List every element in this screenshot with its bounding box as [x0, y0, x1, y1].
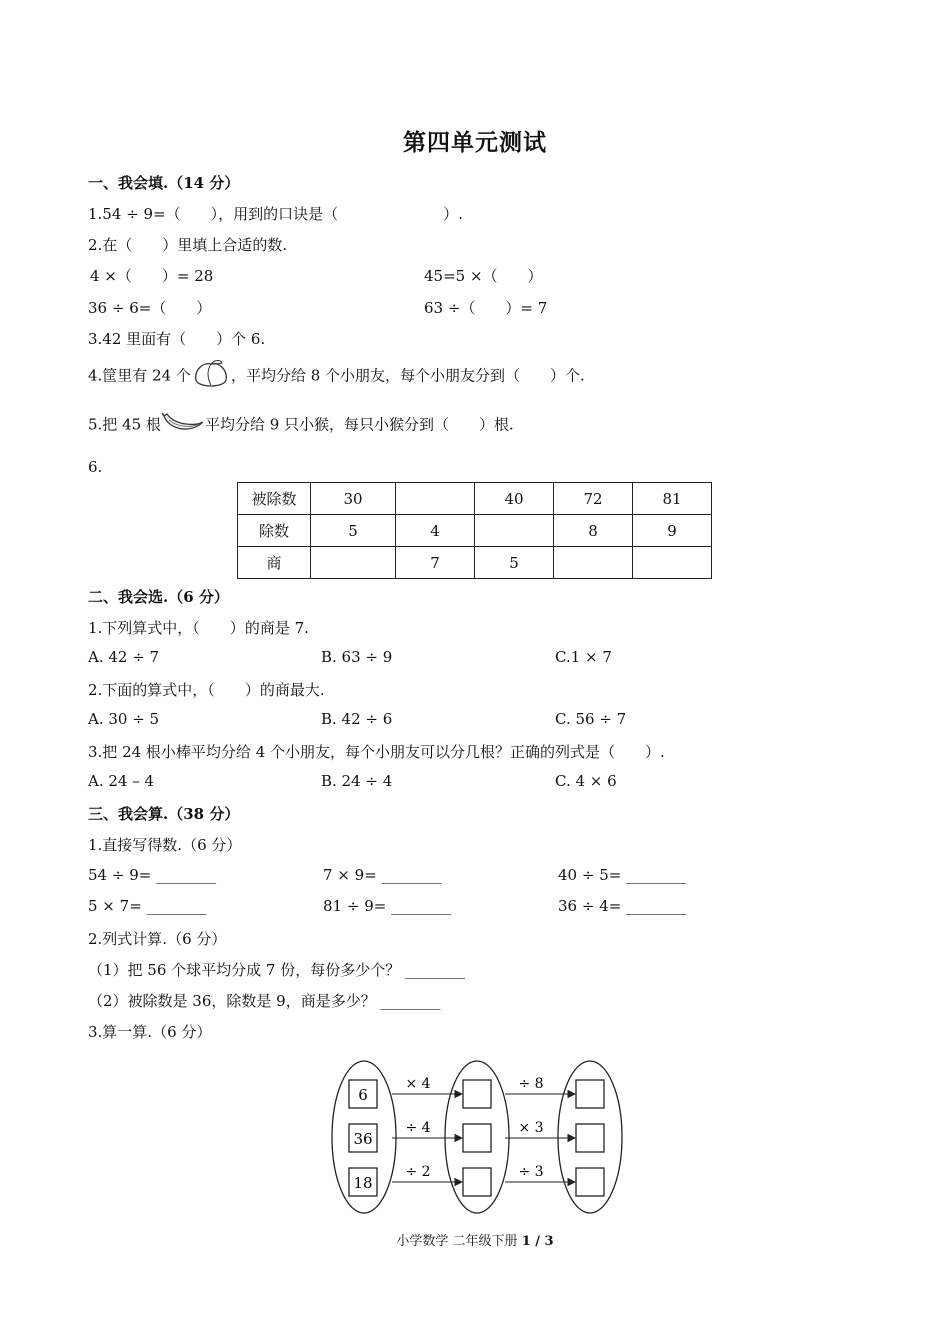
table-cell: 8 — [554, 515, 633, 547]
s3-q2-b: （2）被除数是 36，除数是 9，商是多少？ ________ — [88, 992, 441, 1010]
section3-heading: 三、我会算.（38 分） — [88, 805, 240, 823]
s3-q2: 2.列式计算.（6 分） — [88, 930, 227, 948]
table-cell: 5 — [475, 547, 554, 579]
s1-q5 — [88, 410, 514, 438]
s2-q1-opt-b: B. 63 ÷ 9 — [321, 648, 393, 666]
operation-label: ÷ 3 — [518, 1164, 544, 1180]
table-cell: 4 — [396, 515, 475, 547]
operation-label: × 4 — [405, 1076, 431, 1092]
answer-box[interactable] — [576, 1080, 604, 1108]
section1-heading: 一、我会填.（14 分） — [88, 174, 240, 192]
s2-q3-opt-b: B. 24 ÷ 4 — [321, 772, 393, 790]
s1-q5-pre: 5.把 45 根 — [88, 415, 161, 434]
table-cell: 商 — [238, 547, 311, 579]
table-cell: 被除数 — [238, 483, 311, 515]
start-value: 36 — [353, 1130, 373, 1148]
right-oval — [558, 1061, 622, 1213]
division-table — [237, 482, 712, 579]
s3-q1-item: 7 × 9= ________ — [323, 866, 442, 884]
start-value: 6 — [358, 1086, 368, 1104]
s2-q1-opt-c: C.1 × 7 — [555, 648, 612, 666]
peach-icon — [191, 358, 231, 392]
s3-q1-item: 81 ÷ 9= ________ — [323, 897, 452, 915]
answer-box[interactable] — [463, 1080, 491, 1108]
operation-label: ÷ 8 — [518, 1076, 544, 1092]
table-cell: 30 — [311, 483, 396, 515]
table-cell: 81 — [633, 483, 712, 515]
answer-box[interactable] — [576, 1124, 604, 1152]
s2-q2-opt-c: C. 56 ÷ 7 — [555, 710, 627, 728]
table-cell: 72 — [554, 483, 633, 515]
middle-oval — [445, 1061, 509, 1213]
page-footer — [0, 1230, 950, 1249]
page-title: 第四单元测试 — [403, 129, 547, 156]
s1-q1: 1.54 ÷ 9=（ ），用到的口诀是（ ）. — [88, 205, 463, 223]
s1-q2-b: 45=5 ×（ ） — [424, 267, 543, 285]
s3-q1-item: 36 ÷ 4= ________ — [558, 897, 687, 915]
s1-q4-post: ，平均分给 8 个小朋友，每个小朋友分到（ ）个. — [230, 366, 585, 385]
table-row — [238, 483, 712, 515]
calc-chain-diagram — [326, 1058, 636, 1216]
table-cell — [554, 547, 633, 579]
table-cell — [396, 483, 475, 515]
answer-box[interactable] — [463, 1124, 491, 1152]
s2-q1: 1.下列算式中，（ ）的商是 7. — [88, 619, 309, 637]
table-row — [238, 515, 712, 547]
table-cell — [633, 547, 712, 579]
s1-q2-c: 36 ÷ 6=（ ） — [88, 299, 212, 317]
s2-q1-opt-a: A. 42 ÷ 7 — [88, 648, 160, 666]
s1-q4-pre: 4.筐里有 24 个 — [88, 366, 191, 385]
s3-q1-item: 54 ÷ 9= ________ — [88, 866, 217, 884]
page-number: 1 / 3 — [521, 1234, 554, 1249]
footer-text: 小学数学 二年级下册 — [396, 1234, 522, 1249]
s1-q2-d: 63 ÷（ ）= 7 — [424, 299, 548, 317]
s2-q3-opt-a: A. 24 – 4 — [88, 772, 155, 790]
table-row — [238, 547, 712, 579]
s1-q3: 3.42 里面有（ ）个 6. — [88, 330, 266, 348]
s2-q2-opt-b: B. 42 ÷ 6 — [321, 710, 393, 728]
s3-q1-item: 40 ÷ 5= ________ — [558, 866, 687, 884]
s3-q3: 3.算一算.（6 分） — [88, 1023, 212, 1041]
s1-q5-post: 平均分给 9 只小猴，每只小猴分到（ ）根. — [204, 415, 514, 434]
table-cell: 9 — [633, 515, 712, 547]
table-cell: 7 — [396, 547, 475, 579]
s1-q6: 6. — [88, 458, 103, 476]
s1-q4 — [88, 358, 585, 392]
s3-q1-item: 5 × 7= ________ — [88, 897, 207, 915]
s2-q3: 3.把 24 根小棒平均分给 4 个小朋友，每个小朋友可以分几根？正确的列式是（ ）. — [88, 743, 665, 761]
table-cell: 5 — [311, 515, 396, 547]
s2-q2-opt-a: A. 30 ÷ 5 — [88, 710, 160, 728]
s1-q2-a: 4 ×（ ）= 28 — [90, 267, 214, 285]
operation-label: × 3 — [518, 1120, 544, 1136]
s3-q1: 1.直接写得数.（6 分） — [88, 836, 242, 854]
banana-icon — [161, 410, 205, 438]
s3-q2-a: （1）把 56 个球平均分成 7 份，每份多少个？ ________ — [88, 961, 466, 979]
start-value: 18 — [353, 1174, 373, 1192]
section2-heading: 二、我会选.（6 分） — [88, 588, 229, 606]
answer-box[interactable] — [576, 1168, 604, 1196]
table-cell — [475, 515, 554, 547]
s2-q3-opt-c: C. 4 × 6 — [555, 772, 617, 790]
s2-q2: 2.下面的算式中，（ ）的商最大. — [88, 681, 325, 699]
table-cell — [311, 547, 396, 579]
s1-q2: 2.在（ ）里填上合适的数. — [88, 236, 288, 254]
table-cell: 40 — [475, 483, 554, 515]
table-cell: 除数 — [238, 515, 311, 547]
answer-box[interactable] — [463, 1168, 491, 1196]
operation-label: ÷ 4 — [405, 1120, 431, 1136]
operation-label: ÷ 2 — [405, 1164, 431, 1180]
